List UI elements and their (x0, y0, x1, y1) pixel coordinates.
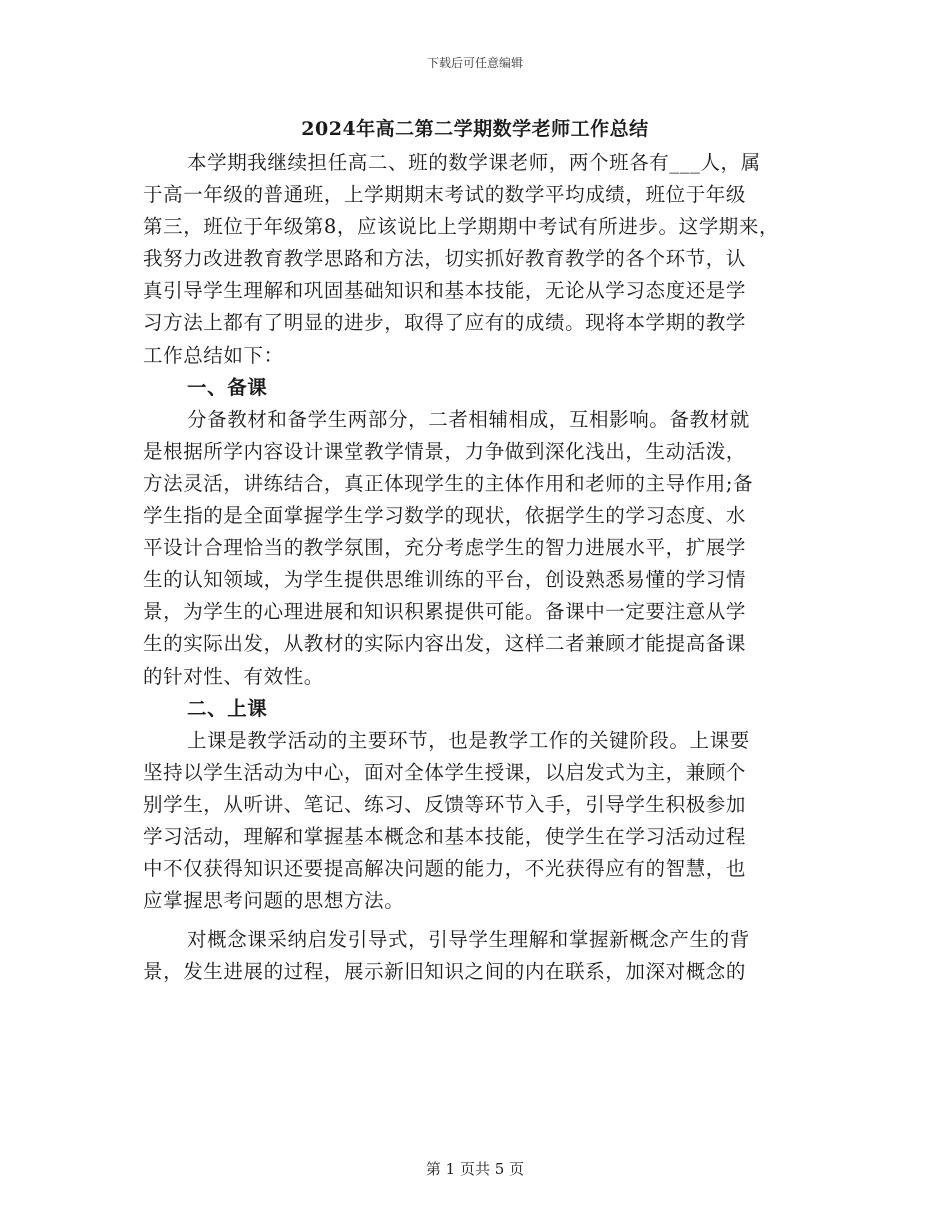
header-note: 下载后可任意编辑 (426, 56, 523, 70)
section1-line: 是根据所学内容设计课堂教学情景，力争做到深化浅出，生动活泼， (143, 439, 747, 463)
section1-line: 生的认知领域，为学生提供思维训练的平台，创设熟悉易懂的学习情 (143, 568, 747, 592)
section2-line: 对概念课采纳启发引导式，引导学生理解和掌握新概念产生的背 (187, 928, 750, 952)
section1-line: 平设计合理恰当的教学氛围，充分考虑学生的智力进展水平，扩展学 (143, 536, 747, 560)
section-heading-teaching: 二、上课 (187, 696, 268, 720)
section1-line: 学生指的是全面掌握学生学习数学的现状，依据学生的学习态度、水 (143, 504, 747, 528)
section2-line: 上课是教学活动的主要环节，也是教学工作的关键阶段。上课要 (187, 728, 750, 752)
section1-line: 景，为学生的心理进展和知识积累提供可能。备课中一定要注意从学 (143, 600, 747, 624)
intro-line: 第三，班位于年级第8，应该说比上学期期中考试有所进步。这学期来， (143, 215, 780, 239)
document-title: 2024年高二第二学期数学老师工作总结 (301, 118, 649, 140)
section1-line: 方法灵活，讲练结合，真正体现学生的主体作用和老师的主导作用;备 (143, 471, 754, 495)
section2-line: 坚持以学生活动为中心，面对全体学生授课，以启发式为主，兼顾个 (143, 760, 747, 784)
section2-line: 别学生，从听讲、笔记、练习、反馈等环节入手，引导学生积极参加 (143, 792, 747, 816)
section2-line: 应掌握思考问题的思想方法。 (143, 889, 405, 913)
intro-line: 我努力改进教育教学思路和方法，切实抓好教育教学的各个环节，认 (143, 247, 747, 271)
intro-line: 真引导学生理解和巩固基础知识和基本技能，无论从学习态度还是学 (143, 279, 747, 303)
section1-line: 分备教材和备学生两部分，二者相辅相成，互相影响。备教材就 (187, 407, 750, 431)
paragraph-gap (143, 917, 811, 924)
section-heading-lesson-prep: 一、备课 (187, 375, 268, 399)
section2-line: 中不仅获得知识还要提高解决问题的能力，不光获得应有的智慧，也 (143, 857, 747, 881)
section2-line: 景，发生进展的过程，展示新旧知识之间的内在联系，加深对概念的 (143, 960, 747, 984)
intro-line: 习方法上都有了明显的进步，取得了应有的成绩。现将本学期的教学 (143, 311, 747, 335)
intro-line: 工作总结如下： (143, 343, 284, 367)
section1-line: 的针对性、有效性。 (143, 664, 324, 688)
document-body (143, 147, 811, 988)
page-number: 第 1 页共 5 页 (425, 1160, 525, 1178)
intro-line: 于高一年级的普通班，上学期期末考试的数学平均成绩，班位于年级 (143, 183, 747, 207)
section2-line: 学习活动，理解和掌握基本概念和基本技能，使学生在学习活动过程 (143, 824, 747, 848)
intro-line: 本学期我继续担任高二、班的数学课老师，两个班各有___人，属 (187, 151, 761, 174)
section1-line: 生的实际出发，从教材的实际内容出发，这样二者兼顾才能提高备课 (143, 632, 747, 656)
